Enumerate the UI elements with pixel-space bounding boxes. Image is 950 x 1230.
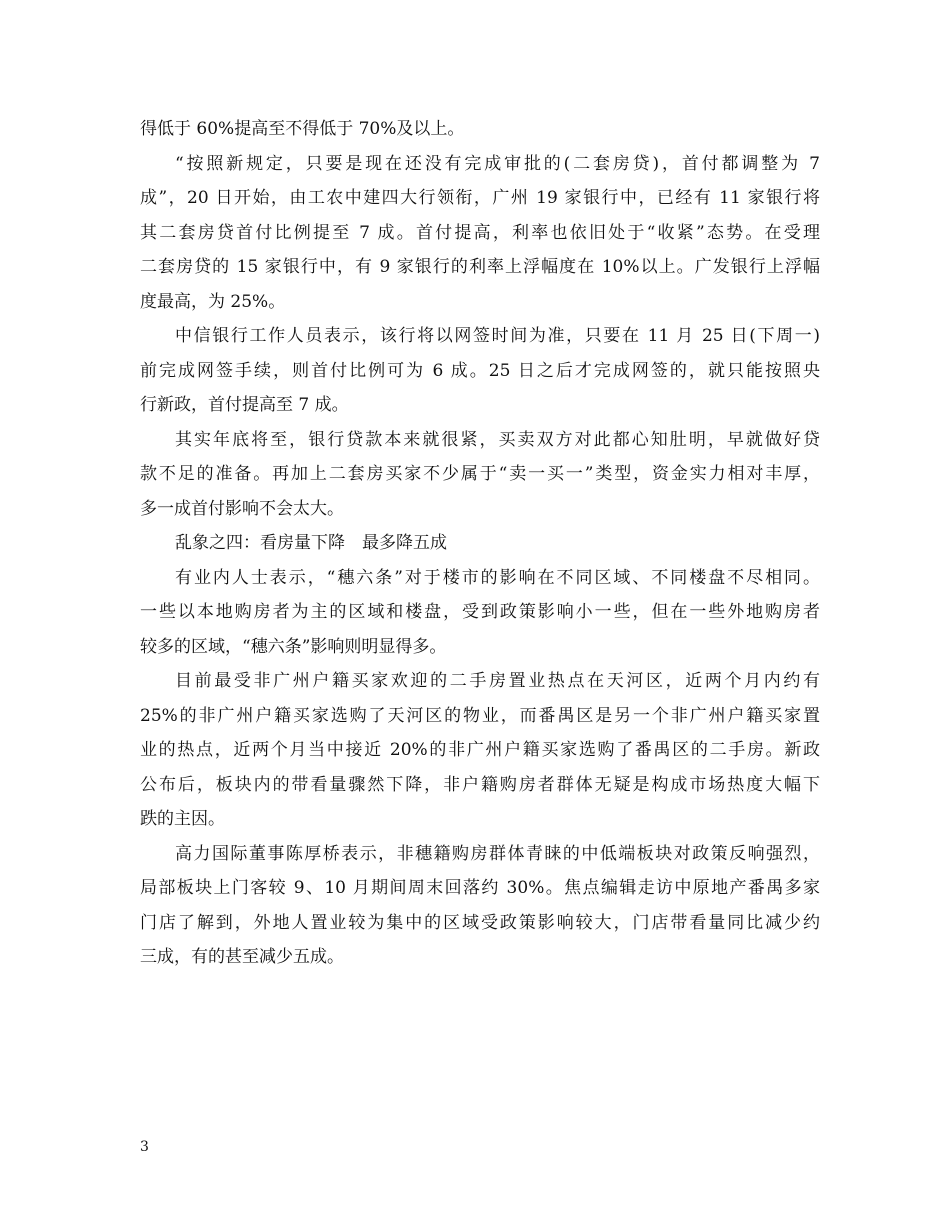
text-line: 中信银行工作人员表示，该行将以网签时间为准，只要在 11 月 25 日(下周一) — [175, 326, 820, 346]
section-heading: 乱象之四：看房量下降 最多降五成 — [175, 533, 447, 553]
text-line: 度最高，为 25%。 — [140, 291, 286, 312]
text-line: 有业内人士表示，“穗六条”对于楼市的影响在不同区域、不同楼盘不尽相同。 — [175, 567, 820, 588]
text-line: 二套房贷的 15 家银行中，有 9 家银行的利率上浮幅度在 10%以上。广发银行上浮幅 — [140, 257, 820, 277]
text-line: 行新政，首付提高至 7 成。 — [140, 395, 349, 415]
text-line: 跌的主因。 — [140, 809, 225, 829]
text-line: 25%的非广州户籍买家选购了天河区的物业，而番禺区是另一个非广州户籍买家置 — [140, 705, 820, 726]
text-line: 得低于 60%提高至不得低于 70%及以上。 — [140, 119, 465, 139]
text-line: “按照新规定，只要是现在还没有完成审批的(二套房贷)，首付都调整为 7 — [175, 153, 820, 174]
text-line: 高力国际董事陈厚桥表示，非穗籍购房群体青睐的中低端板块对政策反响强烈， — [175, 843, 820, 864]
text-line: 成”，20 日开始，由工农中建四大行领衔，广州 19 家银行中，已经有 11 家银行将 — [140, 188, 820, 208]
text-line: 较多的区域，“穗六条”影响则明显得多。 — [140, 636, 447, 657]
page-number: 3 — [140, 1139, 149, 1155]
article-body — [140, 112, 820, 975]
text-line: 一些以本地购房者为主的区域和楼盘，受到政策影响小一些，但在一些外地购房者 — [140, 602, 820, 622]
text-line: 款不足的准备。再加上二套房买家不少属于“卖一买一”类型，资金实力相对丰厚， — [140, 464, 820, 484]
text-line: 公布后，板块内的带看量骤然下降，非户籍购房者群体无疑是构成市场热度大幅下 — [140, 774, 820, 795]
text-line: 多一成首付影响不会太大。 — [140, 498, 344, 519]
text-line: 门店了解到，外地人置业较为集中的区域受政策影响较大，门店带看量同比减少约 — [140, 912, 820, 933]
text-line: 其二套房贷首付比例提至 7 成。首付提高，利率也依旧处于“收紧”态势。在受理 — [140, 222, 820, 243]
text-line: 目前最受非广州户籍买家欢迎的二手房置业热点在天河区，近两个月内约有 — [175, 671, 820, 691]
text-line: 三成，有的甚至减少五成。 — [140, 947, 344, 967]
text-line: 前完成网签手续，则首付比例可为 6 成。25 日之后才完成网签的，就只能按照央 — [140, 360, 820, 381]
text-line: 局部板块上门客较 9、10 月期间周末回落约 30%。焦点编辑走访中原地产番禺多家 — [140, 878, 820, 898]
text-line: 其实年底将至，银行贷款本来就很紧，买卖双方对此都心知肚明，早就做好贷 — [175, 429, 820, 450]
text-line: 业的热点，近两个月当中接近 20%的非广州户籍买家选购了番禺区的二手房。新政 — [140, 740, 820, 760]
